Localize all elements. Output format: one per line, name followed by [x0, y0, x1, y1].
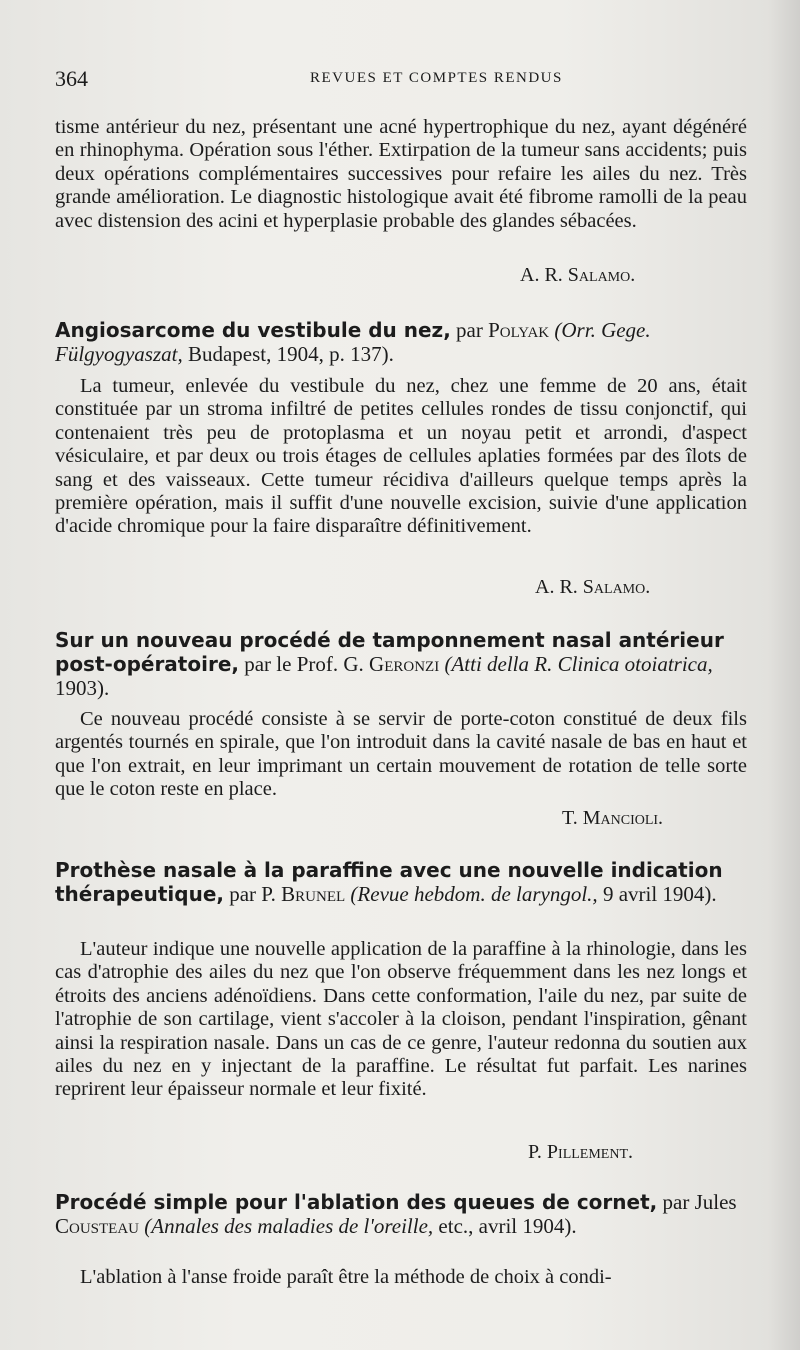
article-3-details: 9 avril 1904).	[602, 882, 717, 906]
signature-text: T. Mancioli.	[562, 807, 664, 829]
article-3-title	[55, 858, 747, 906]
article-4-source: (Annales des maladies de l'oreille,	[144, 1214, 434, 1238]
article-2-signature	[562, 807, 663, 830]
page-header	[55, 66, 745, 94]
signature-text: A. R. Salamo.	[520, 264, 636, 286]
article-2-title	[55, 628, 747, 700]
article-2-text: Ce nouveau procédé consiste à se servir de porte-coton constitué de deux fils argentés tournés en spirale, que l'on introduit dans la cavité nasale de bas en haut et que l'on extrait, en leur imprimant un certain mouvement de rotation de telle sorte que le coton reste en place.	[55, 708, 747, 801]
article-3-source: (Revue hebdom. de laryngol.,	[350, 882, 598, 906]
article-1-source: (Orr. Gege. Fülgyogyaszat,	[55, 318, 651, 366]
article-2-by: par le Prof. G.	[244, 652, 364, 676]
article-2-heading: Sur un nouveau procédé de tamponnement nasal antérieur post-opératoire,	[55, 628, 724, 676]
article-1-by: par	[456, 318, 483, 342]
article-4-heading: Procédé simple pour l'ablation des queues de cornet,	[55, 1190, 658, 1214]
article-2-author: Geronzi	[369, 652, 440, 676]
article-4-by: par Jules	[662, 1190, 737, 1214]
article-1-title	[55, 318, 747, 366]
article-1-author: Polyak	[488, 318, 550, 342]
article-2-source: (Atti della R. Clinica otoiatrica,	[444, 652, 713, 676]
running-title: REVUES ET COMPTES RENDUS	[310, 70, 563, 86]
article-2-details: 1903).	[55, 676, 110, 700]
article-3-heading: Prothèse nasale à la paraffine avec une nouvelle indication thérapeutique,	[55, 858, 723, 906]
article-4-title	[55, 1190, 747, 1238]
article-4-author: Cousteau	[55, 1214, 140, 1238]
article-4-text: L'ablation à l'anse froide paraît être la méthode de choix à condi-	[80, 1266, 612, 1288]
article-3-author: Brunel	[281, 882, 346, 906]
signature-text: P. Pillement.	[528, 1141, 634, 1163]
intro-paragraph: tisme antérieur du nez, présentant une acné hypertrophique du nez, ayant dégénéré en rhinophyma. Opération sous l'éther. Extirpation de la tumeur sans accidents; puis deux opérations complémentaires successives pour refaire les ailes du nez. Très grande amélioration. Le diagnostic histologique avait été fibrome ramolli de la peau avec distension des acini et hyperplasie probable des glandes sébacées.	[55, 116, 747, 232]
article-3-by: par P.	[229, 882, 276, 906]
article-4-details: etc., avril 1904).	[438, 1214, 577, 1238]
article-1-signature	[535, 576, 650, 599]
article-1-heading: Angiosarcome du vestibule du nez,	[55, 318, 451, 342]
signature-text: A. R. Salamo.	[535, 576, 651, 598]
article-1-details: Budapest, 1904, p. 137).	[187, 342, 394, 366]
page-number: 364	[55, 66, 88, 91]
article-1-text: La tumeur, enlevée du vestibule du nez, chez une femme de 20 ans, était constituée par un stroma infiltré de petites cellules rondes de tissu conjonctif, qui contenaient très peu de protoplasma et un noyau petit et arrondi, d'aspect vésiculaire, et par deux ou trois étages de cellules aplaties formées par des îlots de sang et des vaisseaux. Cette tumeur récidiva d'ailleurs quelque temps après la première opération, mais il suffit d'une nouvelle excision, suivie d'une application d'acide chromique pour la faire disparaître définitivement.	[55, 375, 747, 538]
article-3-signature	[528, 1141, 633, 1164]
intro-signature	[520, 264, 635, 287]
article-3-text: L'auteur indique une nouvelle application de la paraffine à la rhinologie, dans les cas d'atrophie des ailes du nez que l'on observe fréquemment dans les nez longs et étroits des anciens adénoïdiens. Dans cette conformation, l'aile du nez, par suite de l'atrophie de son cartilage, vient s'accoler à la cloison, pendant l'inspiration, gênant ainsi la respiration nasale. Dans un cas de ce genre, l'auteur redonna du soutien aux ailes du nez en y injectant de la paraffine. Le résultat fut parfait. Les narines reprirent leur épaisseur normale et leur fixité.	[55, 938, 747, 1101]
